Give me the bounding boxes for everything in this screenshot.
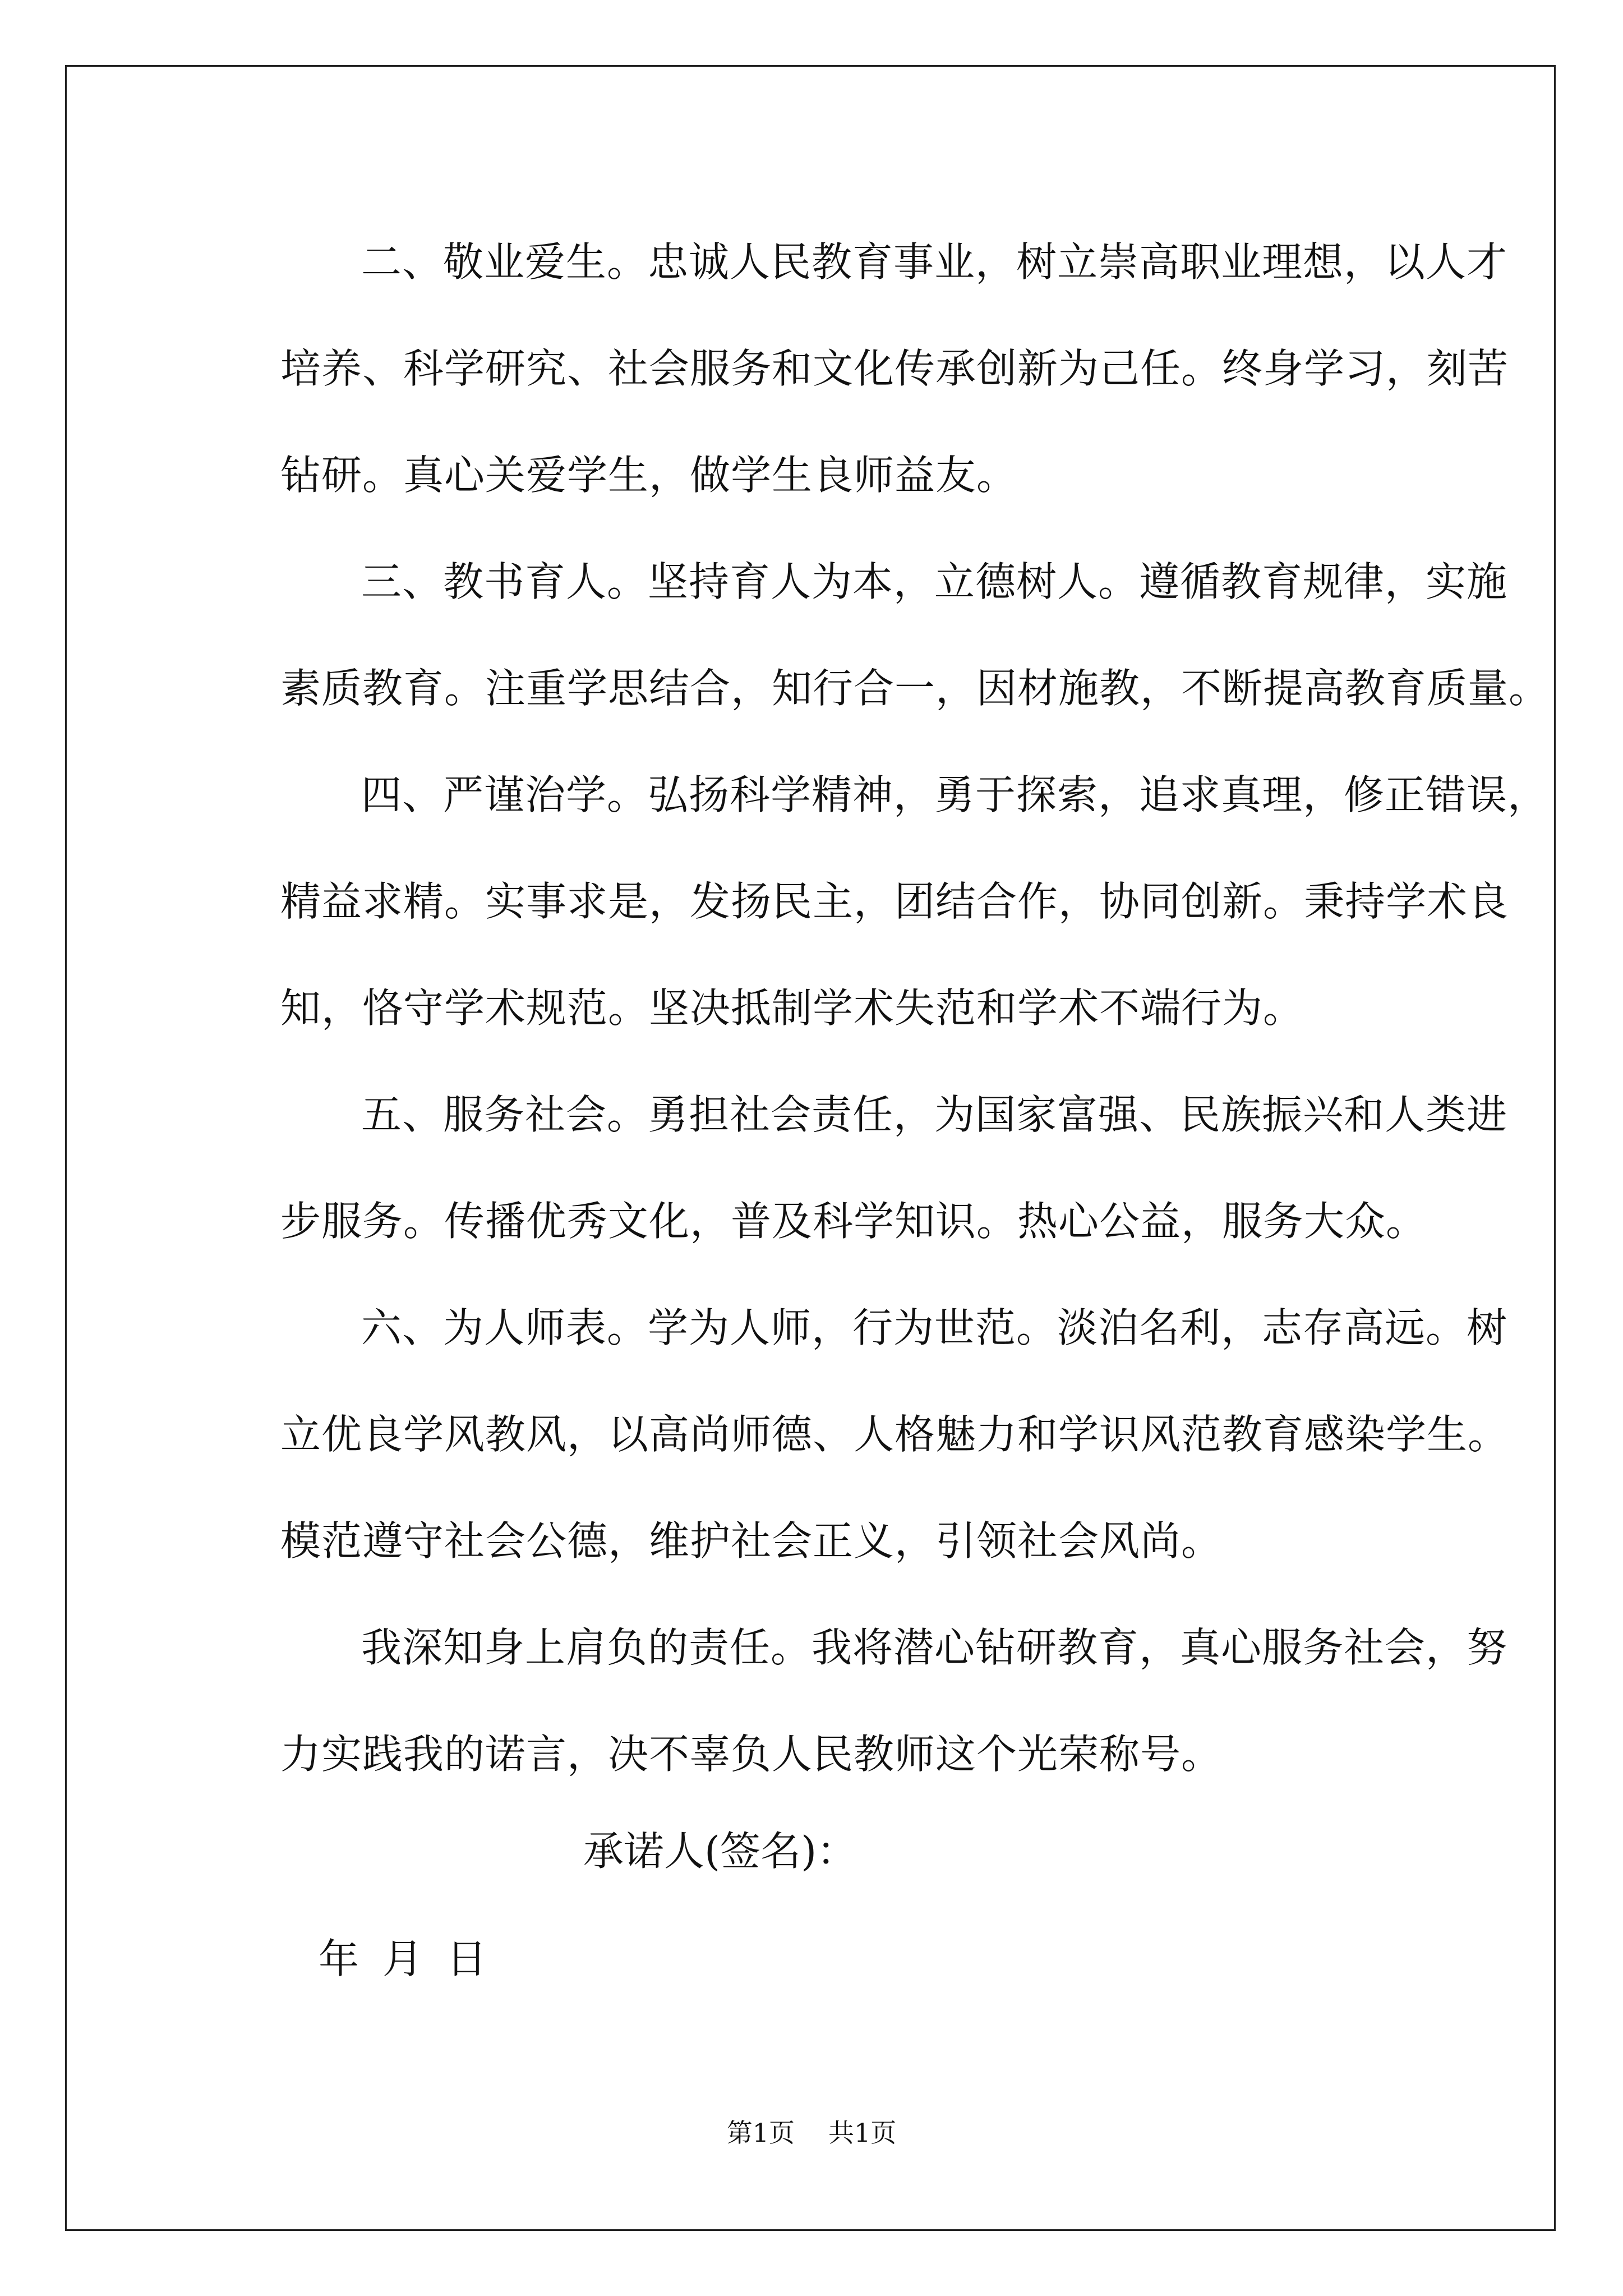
signature-line: [583, 1818, 857, 1885]
page-total: 共1页: [828, 2118, 897, 2148]
text-line: 我深知身上肩负的责任。我将潜心钻研教育，真心服务社会，努: [361, 1624, 1508, 1671]
text-line: 培养、科学研究、社会服务和文化传承创新为己任。终身学习，刻苦: [280, 345, 1509, 392]
paragraph-scholarship: [200, 742, 1549, 1061]
text-line: 五、服务社会。勇担社会责任，为国家富强、民族振兴和人类进: [361, 1091, 1508, 1138]
text-line: 立优良学风教风，以高尚师德、人格魅力和学识风范教育感染学生。: [280, 1411, 1509, 1458]
paragraph-respect-students: [200, 209, 1509, 528]
page-number: 第1页: [726, 2118, 795, 2148]
text-line: 钻研。真心关爱学生，做学生良师益友。: [280, 452, 1018, 499]
date-month-label: 月: [382, 1935, 423, 1982]
paragraph-serve-society: [200, 1061, 1508, 1274]
text-line: 模范遵守社会公德，维护社会正义，引领社会风尚。: [280, 1517, 1223, 1565]
date-year-label: 年: [319, 1935, 359, 1982]
document-body: [200, 209, 1550, 1807]
text-line: 三、教书育人。坚持育人为本，立德树人。遵循教育规律，实施: [361, 558, 1508, 605]
page-footer: [0, 2116, 1623, 2150]
paragraph-role-model: [200, 1274, 1509, 1594]
text-line: 二、敬业爱生。忠诚人民教育事业，树立崇高职业理想，以人才: [361, 238, 1508, 286]
text-line: 精益求精。实事求是，发扬民主，团结合作，协同创新。秉持学术良: [280, 878, 1509, 925]
paragraph-pledge: [200, 1594, 1508, 1807]
date-day-label: 日: [446, 1935, 487, 1982]
text-line: 六、为人师表。学为人师，行为世范。淡泊名利，志存高远。树: [361, 1304, 1508, 1351]
text-line: 四、严谨治学。弘扬科学精神，勇于探索，追求真理，修正错误，: [361, 771, 1549, 818]
text-line: 知，恪守学术规范。坚决抵制学术失范和学术不端行为。: [280, 984, 1304, 1032]
date-line: [319, 1925, 510, 1993]
text-line: 素质教育。注重学思结合，知行合一，因材施教，不断提高教育质量。: [280, 665, 1550, 712]
text-line: 力实践我的诺言，决不辜负人民教师这个光荣称号。: [280, 1731, 1223, 1778]
paragraph-teaching: [200, 528, 1550, 742]
signature-label: 承诺人(签名)：: [583, 1828, 857, 1875]
text-line: 步服务。传播优秀文化，普及科学知识。热心公益，服务大众。: [280, 1198, 1427, 1245]
